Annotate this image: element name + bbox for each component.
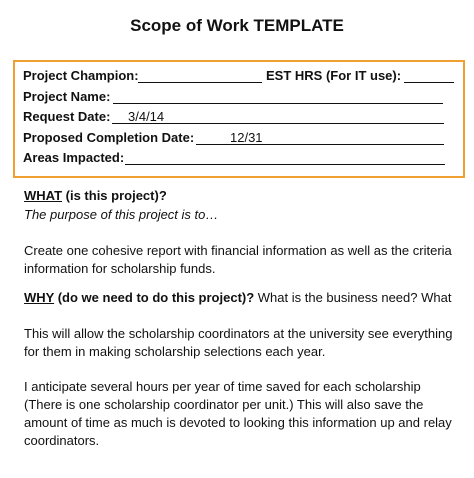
why-p2-line-3: amount of time as much is devoted to looking this information up and relay <box>24 415 452 430</box>
project-champion-label: Project Champion: <box>23 68 139 83</box>
why-p1-line-2: for them in making scholarship selections each year. <box>24 344 326 359</box>
why-heading-keyword: WHY <box>24 290 55 305</box>
project-name-row <box>23 89 110 104</box>
request-date-row <box>23 109 110 124</box>
completion-date-blank[interactable] <box>196 132 444 145</box>
areas-impacted-blank[interactable] <box>125 152 445 165</box>
what-purpose: The purpose of this project is to… <box>24 207 219 222</box>
document-title: Scope of Work TEMPLATE <box>130 16 344 35</box>
est-hrs-row <box>266 68 401 83</box>
completion-date-value: 12/31 <box>230 130 263 145</box>
project-champion-blank[interactable] <box>138 70 262 83</box>
project-champion-row <box>23 68 139 83</box>
why-heading <box>24 289 451 307</box>
completion-date-label: Proposed Completion Date: <box>23 130 195 145</box>
what-heading <box>24 187 167 205</box>
why-p1-line-1: This will allow the scholarship coordinators at the university see everything <box>24 326 453 341</box>
project-name-blank[interactable] <box>113 91 443 104</box>
why-heading-rest: (do we need to do this project)? <box>54 290 255 305</box>
what-line-2: information for scholarship funds. <box>24 261 216 276</box>
request-date-blank[interactable] <box>112 111 444 124</box>
why-p2-line-1: I anticipate several hours per year of time saved for each scholarship <box>24 379 421 394</box>
completion-date-row <box>23 130 194 145</box>
request-date-value: 3/4/14 <box>128 109 165 124</box>
what-line-1: Create one cohesive report with financial information as well as the criteria <box>24 243 452 258</box>
est-hrs-blank[interactable] <box>404 70 454 83</box>
what-heading-rest: (is this project)? <box>62 188 167 203</box>
what-heading-keyword: WHAT <box>24 188 63 203</box>
why-p2-line-4: coordinators. <box>24 433 100 448</box>
why-p2-line-2: (There is one scholarship coordinator per unit.) This will also save the <box>24 397 424 412</box>
areas-impacted-row <box>23 150 124 165</box>
est-hrs-label: EST HRS (For IT use): <box>266 68 402 83</box>
project-name-label: Project Name: <box>23 89 111 104</box>
request-date-label: Request Date: <box>23 109 111 124</box>
areas-impacted-label: Areas Impacted: <box>23 150 125 165</box>
why-question: What is the business need? What <box>254 290 452 305</box>
